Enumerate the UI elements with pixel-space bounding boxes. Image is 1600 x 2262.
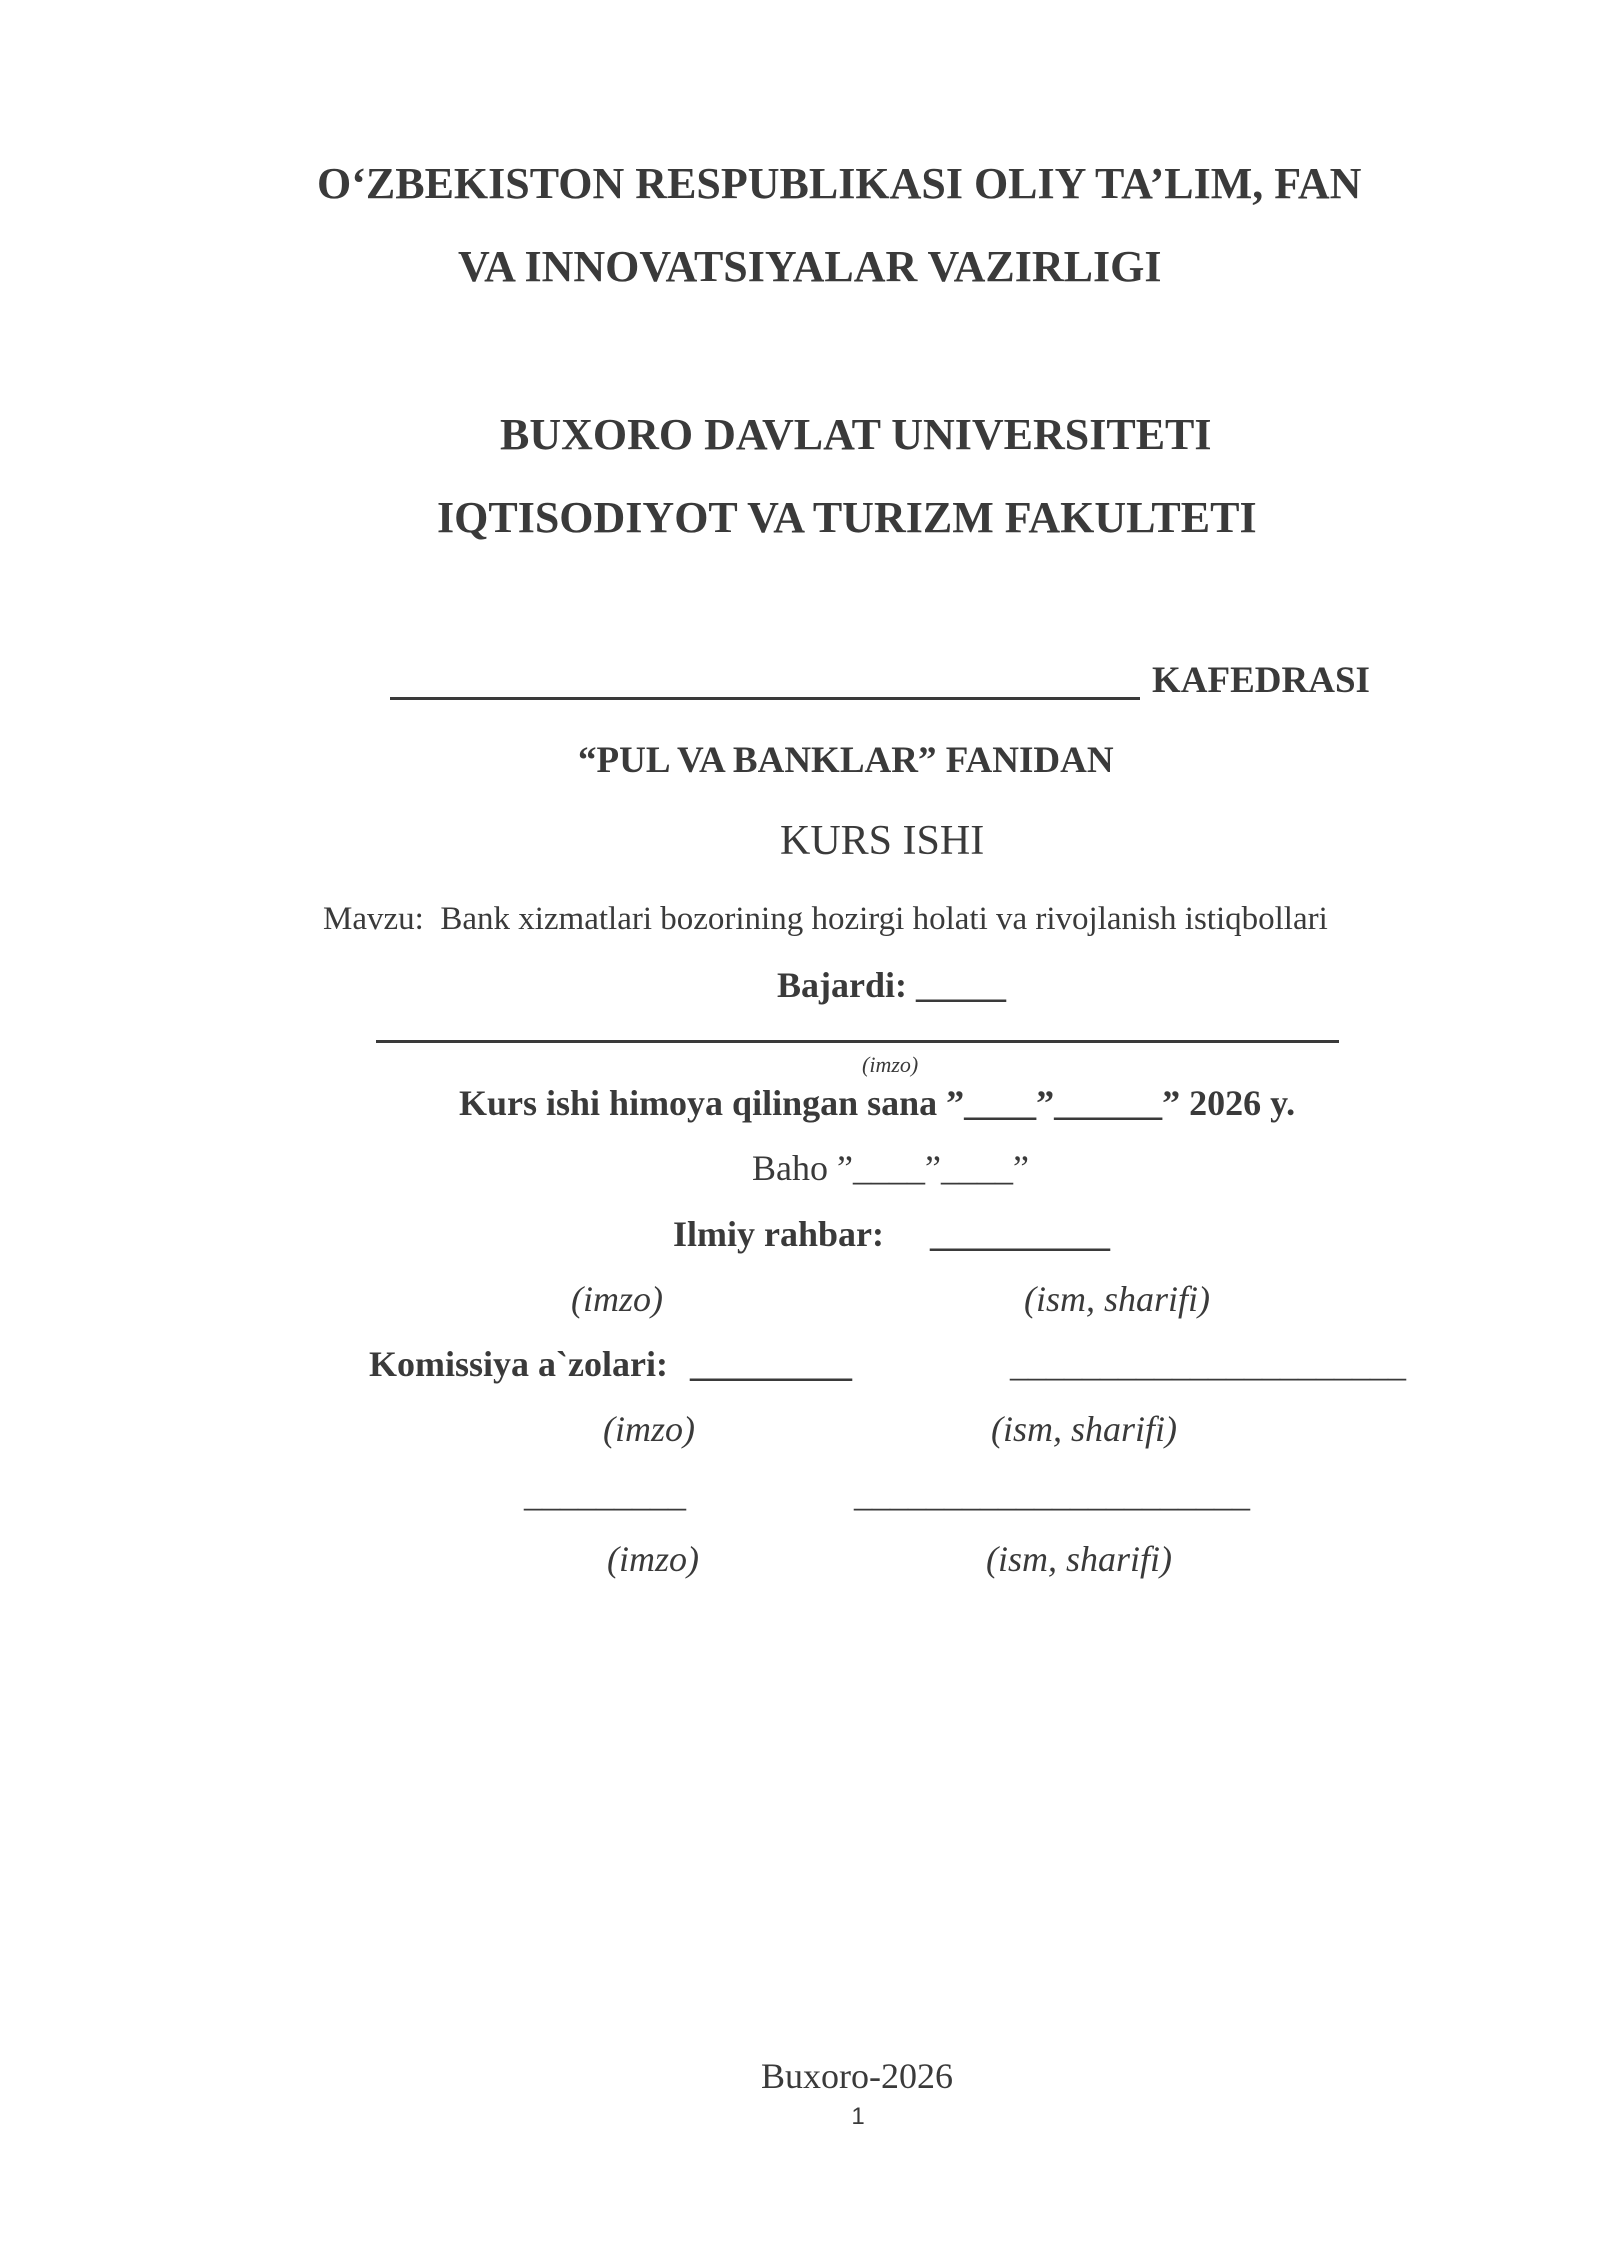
commission-second-name-caption: (ism, sharifi) (986, 1539, 1173, 1579)
supervisor-name-caption: (ism, sharifi) (1024, 1279, 1211, 1319)
supervisor-blank: __________ (930, 1214, 1110, 1254)
topic-line (323, 903, 1328, 936)
topic-text: Bank xizmatlari bozorining hozirgi holati va rivojlanish istiqbollari (440, 901, 1328, 937)
ministry-title-line1: O‘ZBEKISTON RESPUBLIKASI OLIY TA’LIM, FAN (317, 159, 1362, 208)
commission-name-blank: ______________________ (1010, 1344, 1406, 1384)
performer-label: Bajardi: (777, 965, 907, 1005)
grade-line: Baho ”____”____” (752, 1148, 1029, 1188)
faculty-name: IQTISODIYOT VA TURIZM FAKULTETI (437, 493, 1257, 542)
commission-name-caption: (ism, sharifi) (991, 1409, 1178, 1449)
performer-line (777, 967, 1006, 1003)
university-name: BUXORO DAVLAT UNIVERSITETI (500, 410, 1212, 459)
supervisor-label: Ilmiy rahbar: (673, 1214, 884, 1254)
page-number: 1 (851, 2103, 865, 2130)
commission-second-name-blank: ______________________ (854, 1474, 1250, 1514)
topic-label: Mavzu: (323, 901, 424, 937)
performer-signature-caption: (imzo) (862, 1052, 919, 1077)
department-name-blank (390, 697, 1140, 700)
commission-signature-caption: (imzo) (603, 1409, 695, 1449)
commission-label: Komissiya a`zolari: (369, 1344, 668, 1384)
commission-second-signature-caption: (imzo) (607, 1539, 699, 1579)
department-label: KAFEDRASI (1152, 660, 1370, 701)
subject-title: “PUL VA BANKLAR” FANIDAN (578, 740, 1114, 781)
commission-second-signature-blank: _________ (524, 1474, 686, 1514)
defense-date: Kurs ishi himoya qilingan sana ”____”______” 2026 y. (459, 1083, 1296, 1123)
supervisor-signature-caption: (imzo) (571, 1279, 663, 1319)
performer-signature-line (376, 1040, 1339, 1043)
performer-blank: _____ (916, 965, 1006, 1005)
city-year: Buxoro-2026 (761, 2056, 953, 2096)
ministry-title-line2: VA INNOVATSIYALAR VAZIRLIGI (458, 242, 1162, 291)
commission-signature-blank: _________ (690, 1344, 852, 1384)
work-type: KURS ISHI (780, 818, 985, 864)
